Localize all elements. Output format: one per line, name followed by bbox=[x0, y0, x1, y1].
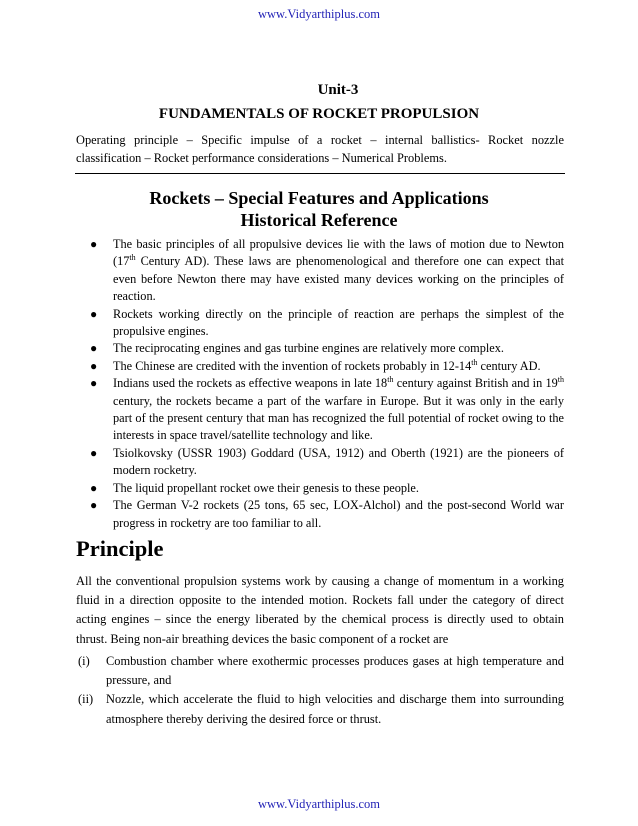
list-number: (i) bbox=[78, 654, 90, 668]
list-item bbox=[90, 375, 564, 445]
unit-label bbox=[0, 82, 638, 99]
bullet-icon: ● bbox=[90, 445, 98, 460]
superscript: th bbox=[471, 357, 478, 367]
list-item-text: Indians used the rockets as effective weapons in late 18 bbox=[113, 376, 388, 391]
footer-site-link[interactable]: www.Vidyarthiplus.com bbox=[257, 797, 381, 811]
bullet-icon: ● bbox=[90, 498, 98, 513]
component-list bbox=[78, 652, 564, 729]
list-number: (ii) bbox=[78, 692, 94, 707]
page-title: FUNDAMENTALS OF ROCKET PROPULSION bbox=[158, 106, 480, 122]
syllabus-text: Operating principle – Specific impulse of a rocket – internal ballistics- Rocket nozzle classification – Rocket performance considerations – Numerical Problems. bbox=[76, 133, 564, 165]
list-item bbox=[90, 358, 564, 375]
list-item-text: century, the rockets became a part of the warfare in Europe. But it was only in the early part of the present century that man has recognized the full potential of rocket owing to the interests in space travel/satellite technology and like. bbox=[113, 393, 564, 443]
list-item-text: Tsiolkovsky (USSR 1903) Goddard (USA, 1912) and Oberth (1921) are the pioneers of modern rocketry. bbox=[113, 445, 564, 478]
list-item-text: The German V-2 rockets (25 tons, 65 sec, LOX-Alchol) and the post-second World war progress in rocketry are too familiar to all. bbox=[113, 498, 564, 530]
list-item-text: century against British and in 19 bbox=[393, 376, 558, 391]
list-item-text: Century AD). These laws are phenomenological and therefore one can expect that even before Newton there may have existed many devices working on the principles of reaction. bbox=[113, 254, 564, 304]
list-item-text: The basic principles of all propulsive devices lie with the laws of motion due to Newton (17 bbox=[113, 237, 564, 269]
bullet-icon: ● bbox=[90, 306, 98, 321]
list-item bbox=[90, 236, 564, 306]
list-item-text: century AD. bbox=[477, 358, 541, 373]
superscript: th bbox=[129, 253, 136, 263]
superscript: th bbox=[557, 375, 565, 385]
history-bullet-list bbox=[90, 236, 564, 532]
bullet-icon: ● bbox=[90, 358, 98, 373]
bullet-icon: ● bbox=[90, 480, 98, 495]
list-item bbox=[90, 340, 564, 357]
bullet-icon: ● bbox=[90, 341, 98, 356]
list-item bbox=[90, 497, 564, 532]
list-item bbox=[90, 480, 564, 497]
list-item-text: The liquid propellant rocket owe their genesis to these people. bbox=[113, 480, 419, 495]
list-item-text: The Chinese are credited with the invention of rockets probably in 12-14 bbox=[113, 358, 472, 373]
bullet-icon: ● bbox=[90, 376, 98, 391]
horizontal-divider bbox=[75, 173, 565, 174]
list-item-text: Rockets working directly on the principle of reaction are perhaps the simplest of the propulsive engines. bbox=[113, 306, 564, 339]
list-item bbox=[78, 690, 564, 728]
superscript: th bbox=[387, 375, 394, 385]
list-item bbox=[90, 306, 564, 341]
principle-heading: Principle bbox=[76, 536, 164, 561]
list-item bbox=[78, 652, 564, 690]
unit-text: Unit-3 bbox=[317, 82, 359, 98]
list-item bbox=[90, 445, 564, 480]
header-site-link[interactable]: www.Vidyarthiplus.com bbox=[257, 7, 381, 21]
bullet-icon: ● bbox=[90, 237, 98, 251]
section-subtitle: Historical Reference bbox=[240, 210, 398, 230]
list-item-text: Combustion chamber where exothermic processes produces gases at high temperature and pressure, and bbox=[106, 654, 564, 688]
principle-paragraph: All the conventional propulsion systems work by causing a change of momentum in a working fluid in a direction opposite to the intended motion. Rockets fall under the category of direct acting engines – since the energy liberated by the chemical process is directly used to obtain thrust. Being non-air breathing devices the basic component of a rocket are bbox=[76, 574, 564, 646]
list-item-text: Nozzle, which accelerate the fluid to high velocities and discharge them into surrounding atmosphere thereby deriving the desired force or thrust. bbox=[106, 692, 564, 726]
list-item-text: The reciprocating engines and gas turbine engines are relatively more complex. bbox=[113, 341, 504, 356]
section-title: Rockets – Special Features and Applications bbox=[149, 188, 489, 208]
